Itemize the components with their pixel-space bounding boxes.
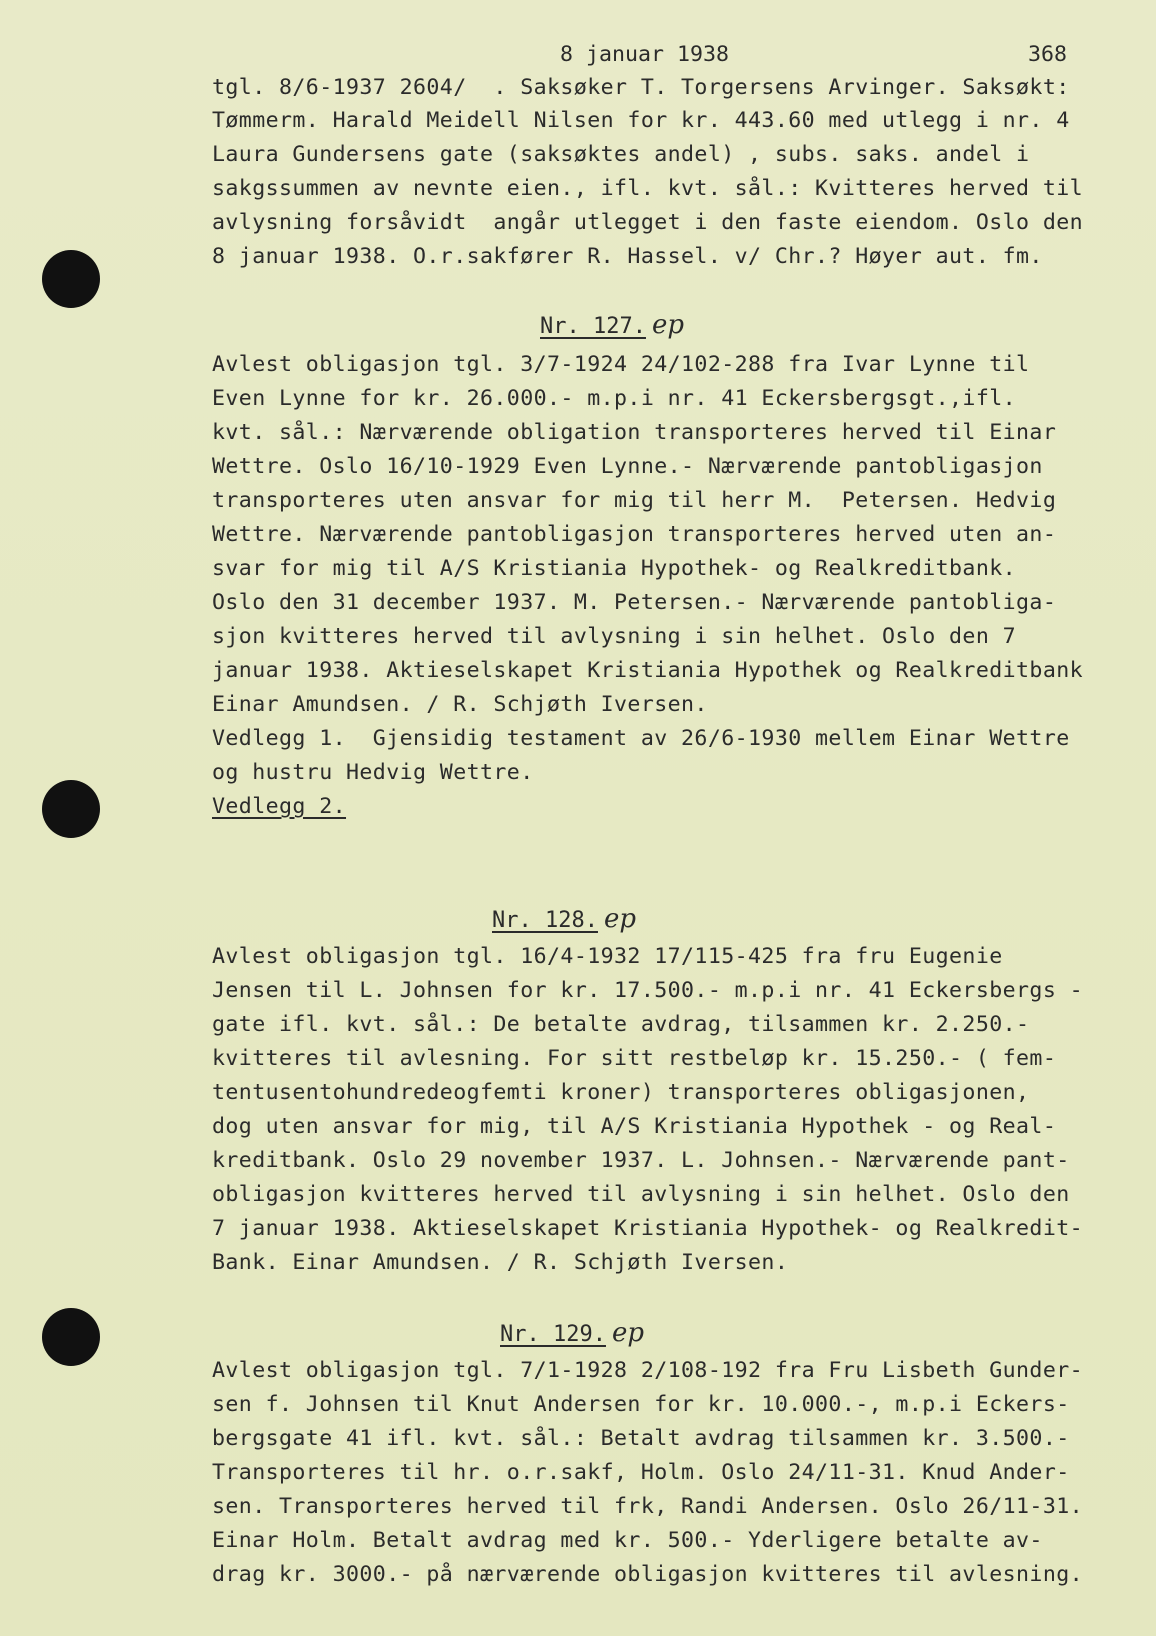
clerk-initials: ep bbox=[604, 904, 637, 934]
text-line: Einar Holm. Betalt avdrag med kr. 500.- Yderligere betalte av- bbox=[212, 1528, 1043, 1553]
text-line: tgl. 8/6-1937 2604/ . Saksøker T. Torgersens Arvinger. Saksøkt: bbox=[212, 75, 1070, 100]
text-line: gate ifl. kvt. sål.: De betalte avdrag, tilsammen kr. 2.250.- bbox=[212, 1012, 1030, 1037]
text-line: januar 1938. Aktieselskapet Kristiania Hypothek og Realkreditbank bbox=[212, 658, 1084, 683]
text-line: Einar Amundsen. / R. Schjøth Iversen. bbox=[212, 692, 708, 717]
text-line: svar for mig til A/S Kristiania Hypothek- og Realkreditbank. bbox=[212, 556, 1017, 581]
text-line: og hustru Hedvig Wettre. bbox=[212, 760, 534, 785]
entry-number-129: Nr. 129. bbox=[500, 1322, 606, 1347]
punch-hole bbox=[42, 1308, 100, 1366]
text-line: Avlest obligasjon tgl. 16/4-1932 17/115-425 fra fru Eugenie bbox=[212, 944, 1003, 969]
text-line: transporteres uten ansvar for mig til herr M. Petersen. Hedvig bbox=[212, 488, 1057, 513]
header-date: 8 januar 1938 bbox=[560, 42, 730, 67]
text-line: 7 januar 1938. Aktieselskapet Kristiania Hypothek- og Realkredit- bbox=[212, 1216, 1084, 1241]
text-line: tentusentohundredeogfemti kroner) transporteres obligasjonen, bbox=[212, 1080, 1030, 1105]
text-line: Avlest obligasjon tgl. 3/7-1924 24/102-288 fra Ivar Lynne til bbox=[212, 352, 1030, 377]
text-line: obligasjon kvitteres herved til avlysning i sin helhet. Oslo den bbox=[212, 1182, 1070, 1207]
text-line: Vedlegg 1. Gjensidig testament av 26/6-1930 mellem Einar Wettre bbox=[212, 726, 1070, 751]
clerk-initials: ep bbox=[612, 1318, 645, 1348]
page-number: 368 bbox=[1028, 42, 1068, 67]
text-line: avlysning forsåvidt angår utlegget i den faste eiendom. Oslo den bbox=[212, 210, 1084, 235]
text-line: kvt. sål.: Nærværende obligation transporteres herved til Einar bbox=[212, 420, 1057, 445]
text-line: Avlest obligasjon tgl. 7/1-1928 2/108-192 fra Fru Lisbeth Gunder- bbox=[212, 1358, 1084, 1383]
text-line: kreditbank. Oslo 29 november 1937. L. Johnsen.- Nærværende pant- bbox=[212, 1148, 1070, 1173]
text-line: Oslo den 31 december 1937. M. Petersen.- Nærværende pantobliga- bbox=[212, 590, 1057, 615]
text-line: Bank. Einar Amundsen. / R. Schjøth Iversen. bbox=[212, 1250, 789, 1275]
text-line: Vedlegg 2. bbox=[212, 794, 347, 819]
text-line: Transporteres til hr. o.r.sakf, Holm. Oslo 24/11-31. Knud Ander- bbox=[212, 1460, 1070, 1485]
text-line: kvitteres til avlesning. For sitt restbeløp kr. 15.250.- ( fem- bbox=[212, 1046, 1057, 1071]
text-line: sen f. Johnsen til Knut Andersen for kr. 10.000.-, m.p.i Eckers- bbox=[212, 1392, 1070, 1417]
punch-hole bbox=[42, 250, 100, 308]
text-line: bergsgate 41 ifl. kvt. sål.: Betalt avdrag tilsammen kr. 3.500.- bbox=[212, 1426, 1070, 1451]
punch-hole bbox=[42, 780, 100, 838]
clerk-initials: ep bbox=[652, 310, 685, 340]
entry-number-127: Nr. 127. bbox=[540, 314, 646, 339]
entry-number-128: Nr. 128. bbox=[492, 908, 598, 933]
text-line: Laura Gundersens gate (saksøktes andel) , subs. saks. andel i bbox=[212, 142, 1030, 167]
text-line: Wettre. Oslo 16/10-1929 Even Lynne.- Nærværende pantobligasjon bbox=[212, 454, 1043, 479]
text-line: Wettre. Nærværende pantobligasjon transporteres herved uten an- bbox=[212, 522, 1057, 547]
text-line: Jensen til L. Johnsen for kr. 17.500.- m.p.i nr. 41 Eckersbergs - bbox=[212, 978, 1084, 1003]
text-line: sjon kvitteres herved til avlysning i sin helhet. Oslo den 7 bbox=[212, 624, 1017, 649]
text-line: sakgssummen av nevnte eien., ifl. kvt. sål.: Kvitteres herved til bbox=[212, 176, 1084, 201]
text-line: dog uten ansvar for mig, til A/S Kristiania Hypothek - og Real- bbox=[212, 1114, 1057, 1139]
text-line: sen. Transporteres herved til frk, Randi Andersen. Oslo 26/11-31. bbox=[212, 1494, 1084, 1519]
text-line: Tømmerm. Harald Meidell Nilsen for kr. 443.60 med utlegg i nr. 4 bbox=[212, 108, 1070, 133]
text-line: 8 januar 1938. O.r.sakfører R. Hassel. v/ Chr.? Høyer aut. fm. bbox=[212, 244, 1043, 269]
text-line: drag kr. 3000.- på nærværende obligasjon kvitteres til avlesning. bbox=[212, 1562, 1084, 1587]
text-line: Even Lynne for kr. 26.000.- m.p.i nr. 41 Eckersbergsgt.,ifl. bbox=[212, 386, 1017, 411]
